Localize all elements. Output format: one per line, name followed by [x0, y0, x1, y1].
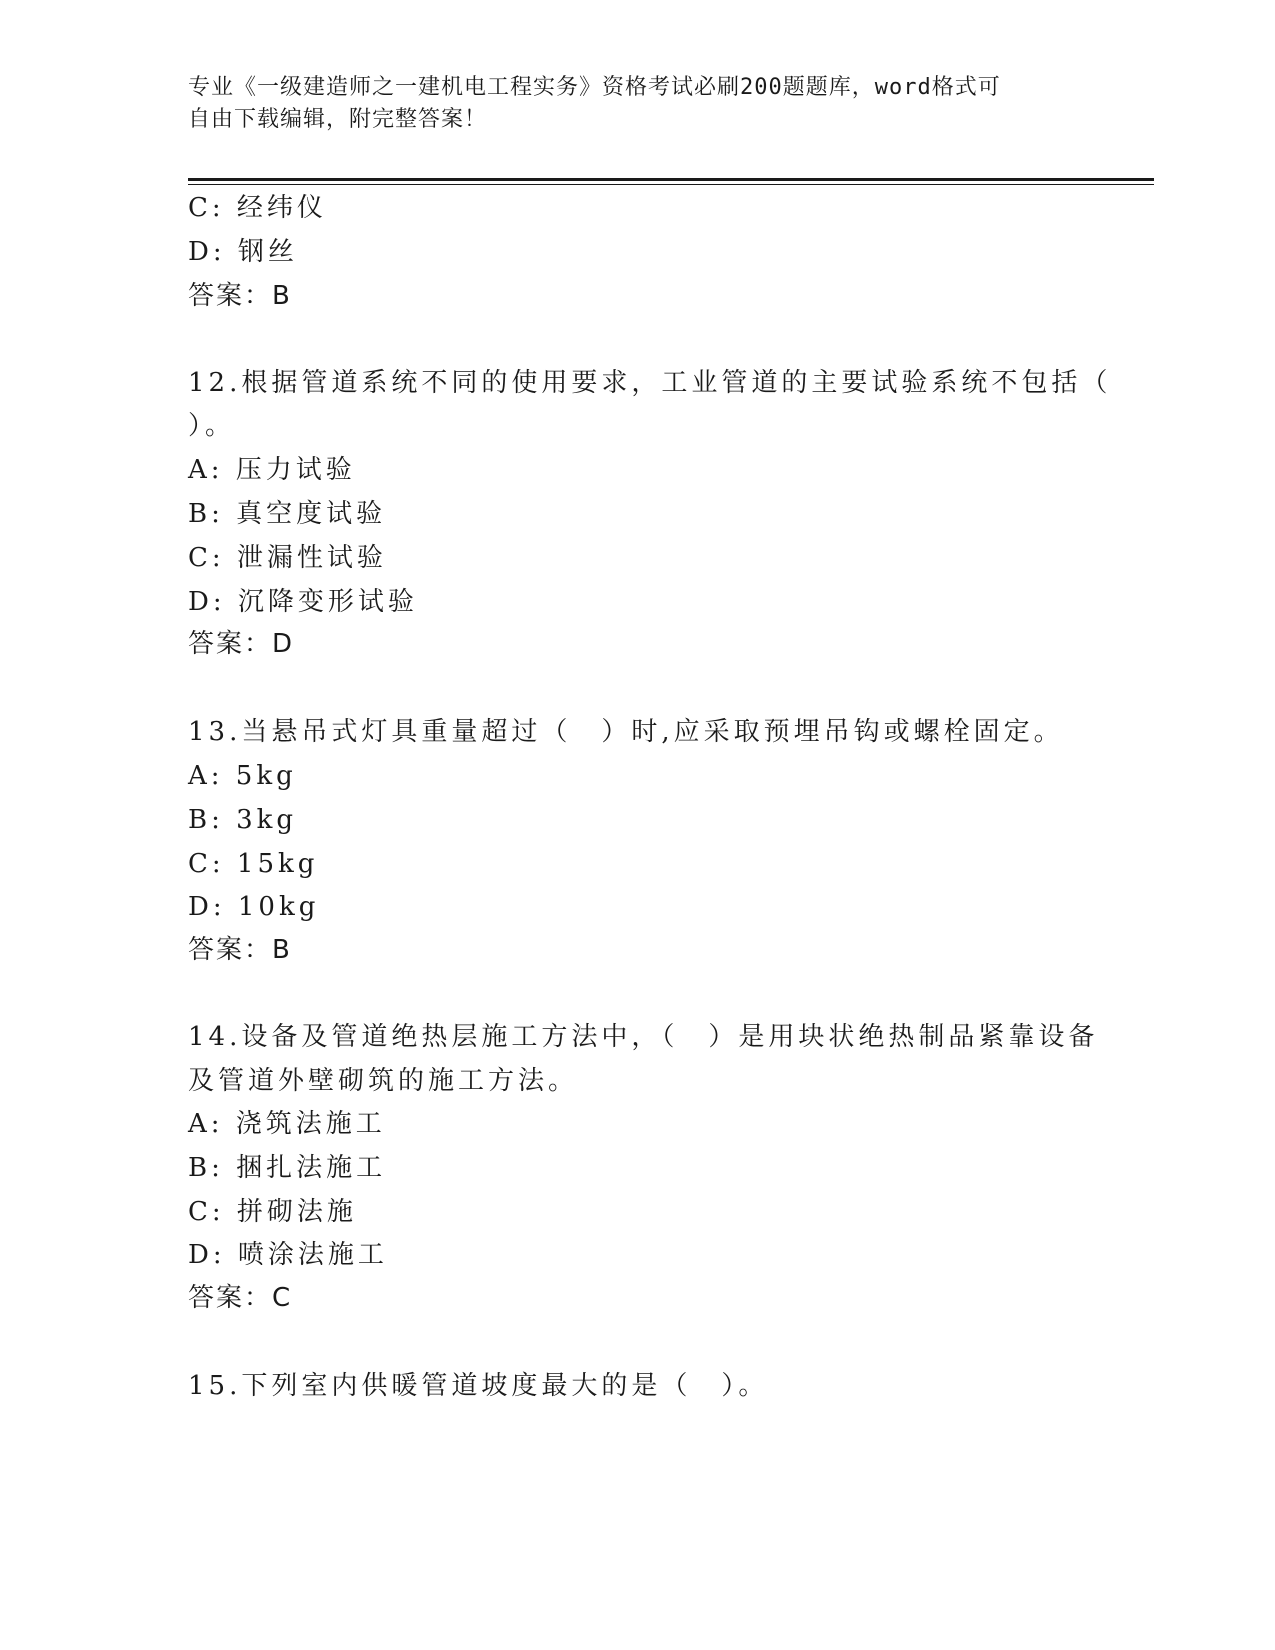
q11-option-d: D: 钢丝 [188, 237, 298, 267]
header-divider-thick [188, 178, 1154, 181]
q11-answer: 答案：B [188, 281, 292, 311]
q14-answer: 答案：C [188, 1283, 293, 1313]
q12-option-a: A: 压力试验 [188, 455, 356, 485]
q13-option-c: C: 15kg [188, 849, 319, 879]
q13-option-d: D: 10kg [188, 892, 320, 922]
q12-stem-line-1: 12.根据管道系统不同的使用要求，工业管道的主要试验系统不包括（ [188, 368, 1112, 398]
q12-answer: 答案：D [188, 629, 295, 659]
q14-option-d: D: 喷涂法施工 [188, 1240, 388, 1270]
q14-option-b: B: 捆扎法施工 [188, 1153, 387, 1183]
q13-answer: 答案：B [188, 935, 292, 965]
header-line-2: 自由下载编辑，附完整答案！ [188, 107, 488, 132]
q14-option-c: C: 拼砌法施 [188, 1197, 357, 1227]
q12-stem-line-2: ）。 [188, 411, 236, 441]
q14-stem-line-1: 14.设备及管道绝热层施工方法中，（ ）是用块状绝热制品紧靠设备 [188, 1022, 1099, 1052]
header-divider-thin [188, 184, 1154, 185]
q12-option-c: C: 泄漏性试验 [188, 543, 387, 573]
q12-option-b: B: 真空度试验 [188, 499, 387, 529]
q13-option-b: B: 3kg [188, 805, 298, 835]
header-line-1: 专业《一级建造师之一建机电工程实务》资格考试必刷200题题库，word格式可 [188, 75, 1001, 100]
q15-stem-line-1: 15.下列室内供暖管道坡度最大的是（ ）。 [188, 1371, 769, 1401]
q11-option-c: C: 经纬仪 [188, 193, 327, 223]
q13-option-a: A: 5kg [188, 761, 297, 791]
q14-option-a: A: 浇筑法施工 [188, 1109, 386, 1139]
q14-stem-line-2: 及管道外壁砌筑的施工方法。 [188, 1066, 579, 1096]
document-header [188, 72, 1088, 136]
q12-option-d: D: 沉降变形试验 [188, 587, 418, 617]
q13-stem-line-1: 13.当悬吊式灯具重量超过（ ）时,应采取预埋吊钩或螺栓固定。 [188, 717, 1064, 747]
